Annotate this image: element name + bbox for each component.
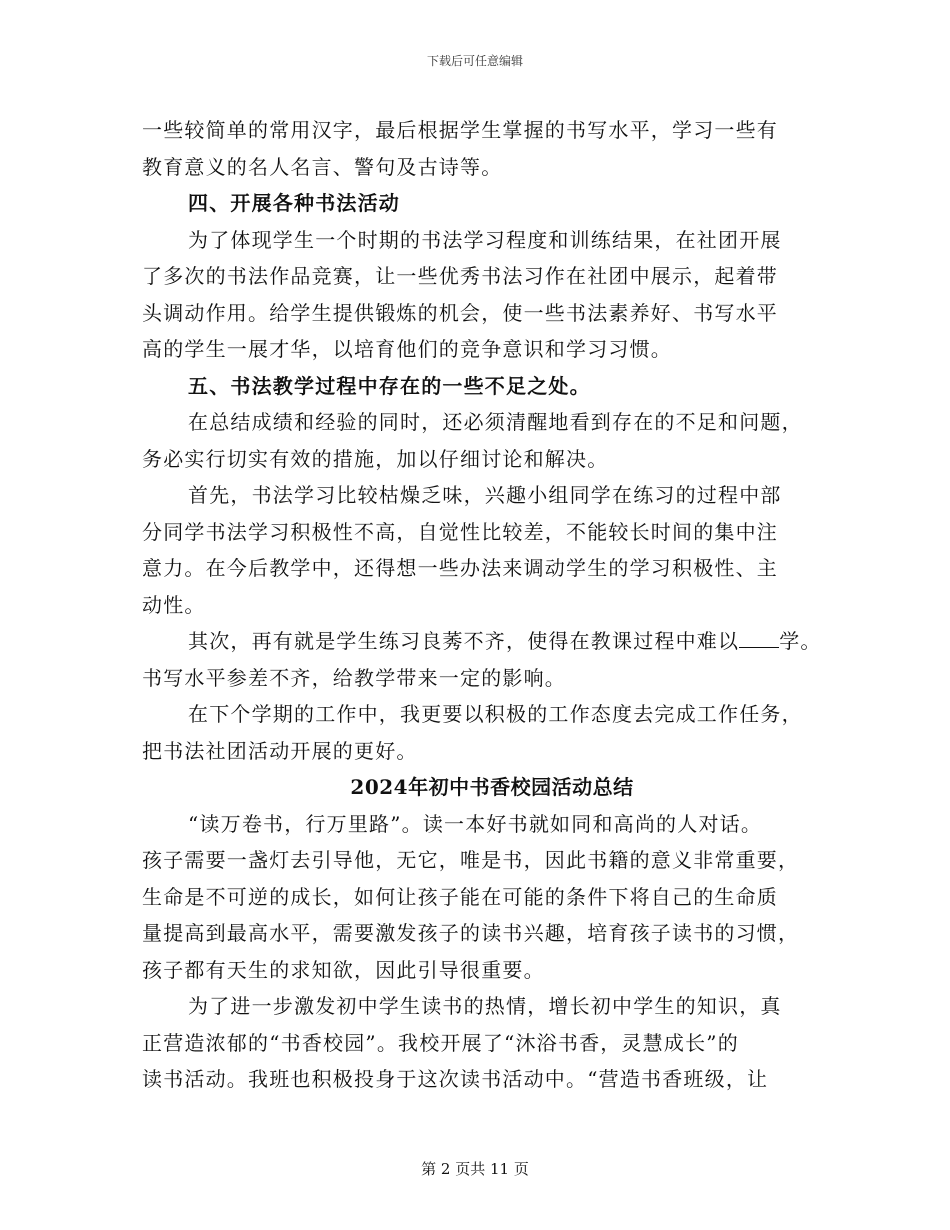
- fill-blank: [739, 629, 779, 648]
- text-line: 生命是不可逆的成长，如何让孩子能在可能的条件下将自己的生命质: [142, 884, 778, 909]
- text-line: 书写水平参差不齐，给教学带来一定的影响。: [142, 665, 566, 690]
- text-line: 读书活动。我班也积极投身于这次读书活动中。“营造书香班级，让: [142, 1067, 769, 1091]
- text-line: 为了体现学生一个时期的书法学习程度和训练结果，在社团开展: [188, 227, 782, 252]
- text-line: 正营造浓郁的“书香校园”。我校开展了“沐浴书香，灵慧成长”的: [142, 1030, 739, 1055]
- text-line: 孩子都有天生的求知欲，因此引导很重要。: [142, 957, 545, 982]
- text-line: 了多次的书法作品竞赛，让一些优秀书法习作在社团中展示，起着带: [142, 264, 778, 288]
- section-heading: 四、开展各种书法活动: [188, 191, 400, 215]
- text-line: 动性。: [142, 592, 206, 617]
- text-line: 头调动作用。给学生提供锻炼的机会，使一些书法素养好、书写水平: [142, 300, 778, 325]
- text-line: 量提高到最高水平，需要激发孩子的读书兴趣，培育孩子读书的习惯，: [142, 921, 800, 945]
- text-line: 教育意义的名人名言、警句及古诗等。: [142, 154, 503, 179]
- text-line: 务必实行切实有效的措施，加以仔细讨论和解决。: [142, 446, 609, 471]
- page-footer: 第 2 页共 11 页: [421, 1160, 529, 1178]
- section-heading: 五、书法教学过程中存在的一些不足之处。: [188, 373, 591, 398]
- text-line: [142, 623, 822, 660]
- text-line: 分同学书法学习积极性不高，自觉性比较差，不能较长时间的集中注: [142, 519, 778, 544]
- text-line: 孩子需要一盏灯去引导他，无它，唯是书，因此书籍的意义非常重要，: [142, 848, 800, 872]
- page-header: 下载后可任意编辑: [426, 54, 523, 68]
- text-segment: 学。: [779, 629, 822, 653]
- text-line: “读万卷书，行万里路”。读一本好书就如同和高尚的人对话。: [188, 811, 763, 836]
- text-line: 高的学生一展才华，以培育他们的竞争意识和学习习惯。: [142, 337, 672, 361]
- text-line: 为了进一步激发初中学生读书的热情，增长初中学生的知识，真: [188, 994, 782, 1018]
- text-line: 意力。在今后教学中，还得想一些办法来调动学生的学习积极性、主: [142, 556, 778, 580]
- text-line: 一些较简单的常用汉字，最后根据学生掌握的书写水平，学习一些有: [142, 118, 778, 142]
- text-line: 在总结成绩和经验的同时，还必须清醒地看到存在的不足和问题，: [188, 410, 803, 434]
- text-line: 在下个学期的工作中，我更要以积极的工作态度去完成工作任务，: [188, 702, 803, 726]
- document-body: [142, 112, 822, 1098]
- text-segment: 其次，再有就是学生练习良莠不齐，使得在教课过程中难以: [188, 629, 740, 653]
- text-line: 把书法社团活动开展的更好。: [142, 738, 418, 763]
- text-line: 首先，书法学习比较枯燥乏味，兴趣小组同学在练习的过程中部: [188, 483, 782, 507]
- document-title: 2024年初中书香校园活动总结: [350, 775, 634, 799]
